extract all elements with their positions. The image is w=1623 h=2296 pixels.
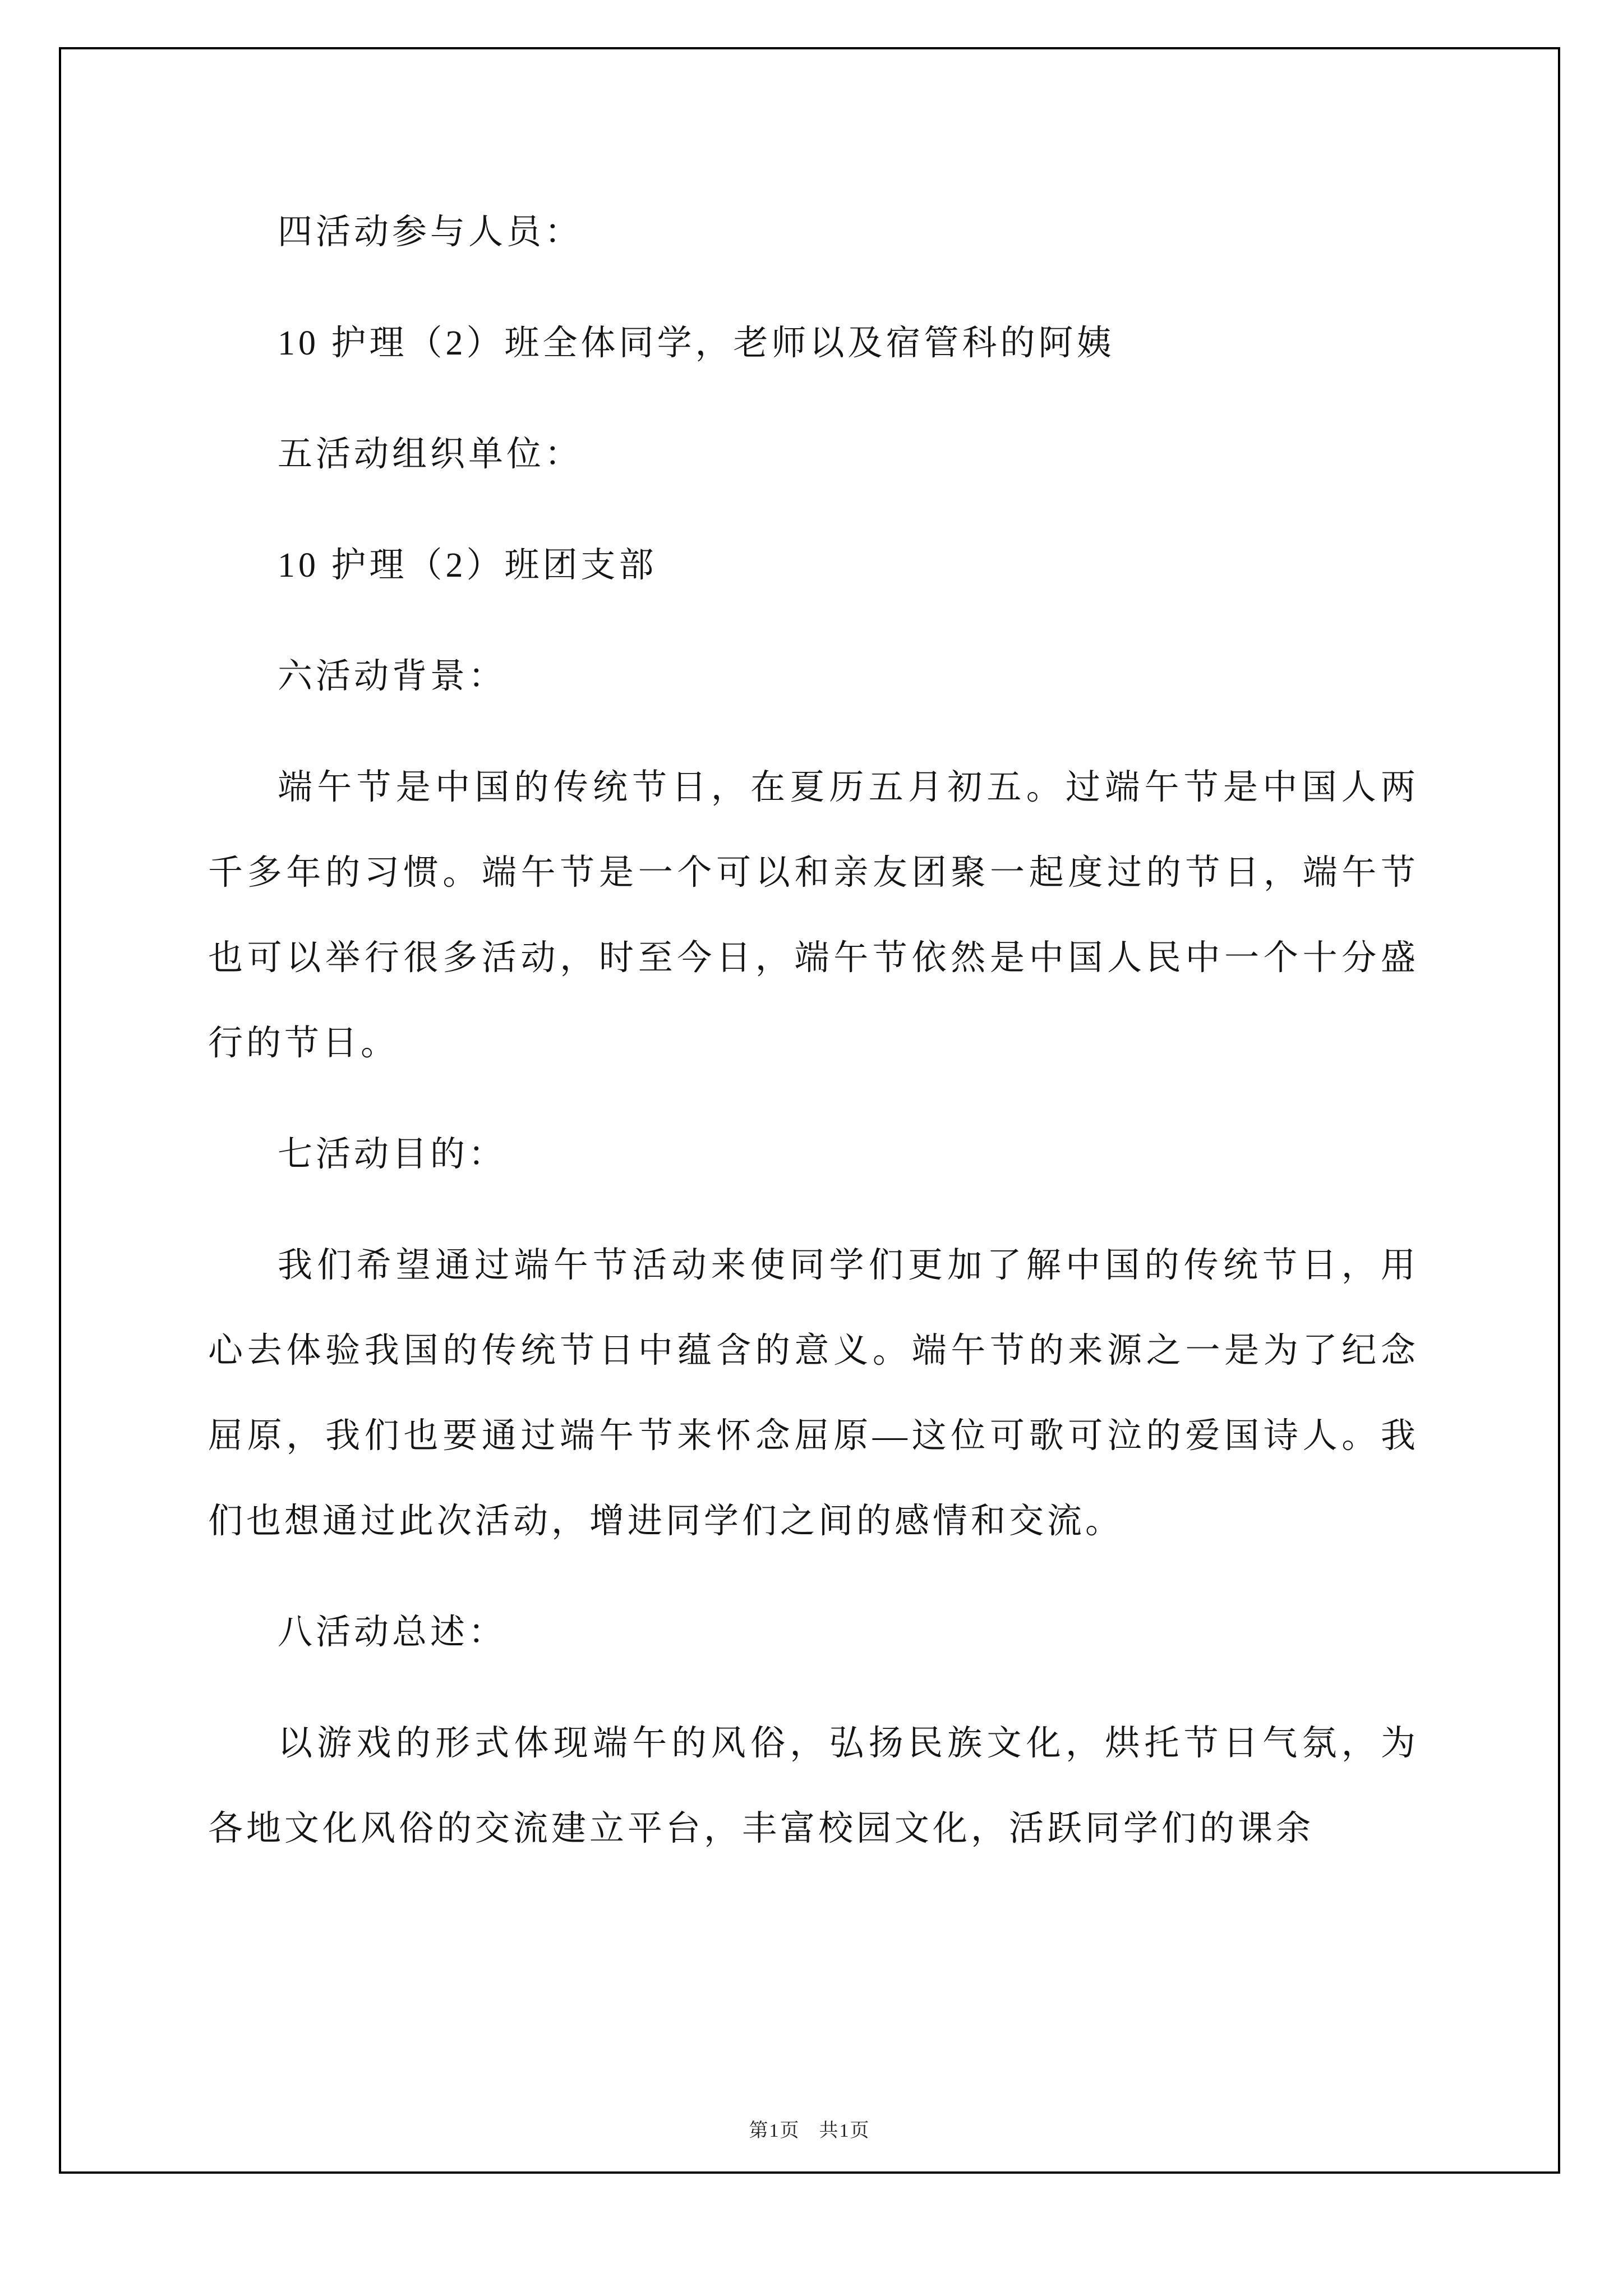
paragraph-heading-overview: 八活动总述： [278,1613,507,1651]
page-border-frame [59,47,1560,2174]
paragraph-participants: 10 护理（2）班全体同学，老师以及宿管科的阿姨 [278,324,1115,362]
paragraph-organizer: 10 护理（2）班团支部 [278,546,657,585]
paragraph-heading-participants: 四活动参与人员： [278,213,583,251]
paragraph-heading-background: 六活动背景： [278,657,507,696]
page-footer [61,2115,1558,2142]
document-content [61,49,1558,1897]
paragraph-heading-purpose: 七活动目的： [278,1135,507,1174]
paragraph-overview: 以游戏的形式体现端午的风俗，弘扬民族文化，烘托节日气氛，为各地文化风俗的交流建立平台，丰富校园文化，活跃同学们的课余 [208,1724,1419,1848]
paragraph-background: 端午节是中国的传统节日，在夏历五月初五。过端午节是中国人两千多年的习惯。端午节是一个可以和亲友团聚一起度过的节日，端午节也可以举行很多活动，时至今日，端午节依然是中国人民中一个十分盛行的节日。 [208,769,1419,1062]
page-number-label: 第1页 [749,2120,800,2141]
page-total-label: 共1页 [819,2120,870,2141]
paragraph-purpose: 我们希望通过端午节活动来使同学们更加了解中国的传统节日，用心去体验我国的传统节日中蕴含的意义。端午节的来源之一是为了纪念屈原，我们也要通过端午节来怀念屈原—这位可歌可泣的爱国诗人。我们也想通过此次活动，增进同学们之间的感情和交流。 [208,1246,1419,1540]
paragraph-heading-organizer: 五活动组织单位： [278,435,583,473]
